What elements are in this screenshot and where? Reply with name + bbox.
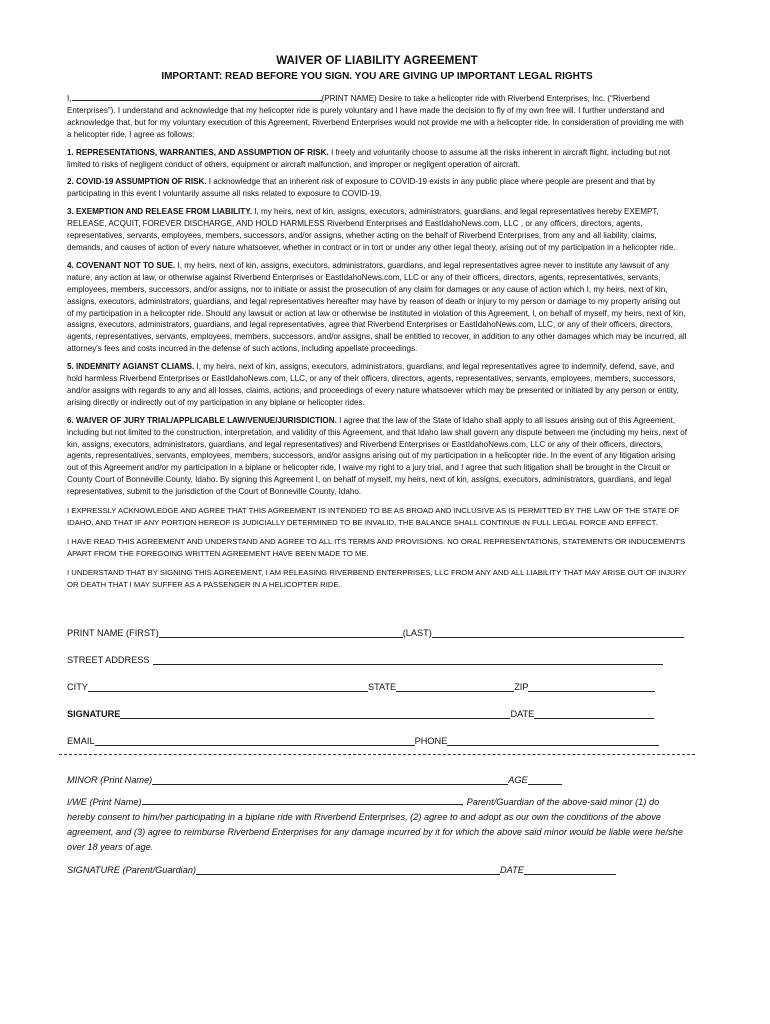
guardian-name-label: I/WE (Print Name) <box>67 796 142 807</box>
acknowledgement-1: I EXPRESSLY ACKNOWLEDGE AND AGREE THAT THIS AGREEMENT IS INTENDED TO BE AS BROAD AND INCLUSIVE AS IS PERMITTED BY THE LAW OF THE STATE OF IDAHO, AND THAT IF ANY PORTION HEREOF IS JUDICIALLY DETERMINED TO BE INVALID, THE BALANCE SHALL CONTINUE IN FULL LEGAL FORCE AND EFFECT. <box>67 506 680 527</box>
zip-field[interactable] <box>528 681 655 692</box>
participant-form <box>67 611 687 746</box>
signature-row <box>67 692 687 719</box>
section-heading: 1. REPRESENTATIONS, WARRANTIES, AND ASSUMPTION OF RISK. <box>67 147 329 157</box>
section-text: I, my heirs, next of kin, assigns, executors, administrators, guardians, and legal representatives hereby EXEMPT, RELEASE, ACQUIT, FOREVER DISCHARGE, AND HOLD HARMLESS Riverbend Enterprises and EastIdahoNews.com, LLC , or any officers, directors, agents, representatives, servants, employees, members, successors, and/or assigns, whether acting on the behalf of Riverbend Enterprises, from any and all liability, claims, demands, and causes of action of every nature whatsoever, whether in contract or in tort or under any other legal theory, arising out of my participation in a helicopter ride. <box>67 207 676 252</box>
minor-name-field[interactable] <box>152 775 508 785</box>
zip-label: ZIP <box>514 681 529 692</box>
state-field[interactable] <box>396 681 514 692</box>
section-text: I acknowledge that an inherent risk of exposure to COVID-19 exists in any public place where people are present and that by participating in this event I voluntarily assume all risks related to exposure to COVID-19. <box>67 177 656 199</box>
contact-row <box>67 719 687 746</box>
section-1 <box>67 147 687 171</box>
guardian-date-field[interactable] <box>524 865 616 875</box>
minor-age-label: AGE <box>508 774 528 785</box>
section-6 <box>67 415 687 498</box>
section-heading: 2. COVID-19 ASSUMPTION OF RISK. <box>67 177 207 187</box>
section-heading: 5. INDEMNITY AGIANST CLIAMS. <box>67 362 195 372</box>
minor-age-field[interactable] <box>528 775 562 785</box>
intro-lead: I, <box>67 94 72 103</box>
address-row <box>67 638 687 665</box>
section-text: I, my heirs, next of kin, assigns, executors, administrators, guardians, and legal representatives agree never to institute any lawsuit of any nature, any action at law, or otherwise against Riverbend Enterprises or EastIdahoNews.com, LLC or any of their officers, directors, agents, representatives, servants, employees, members, successors, and/or assigns, nor to initiate or assist the prosecution of any claim for damages or any cause of action which I, my heirs, next of kin, assigns, executors, administrators, guardians, and legal representatives hereafter may have by reason of death or injury to my person or damage to my property arising out of my participation in a helicopter ride. Should any lawsuit or action at law or otherwise be instituted in violation of this Agreement, I, on behalf of myself, my heirs, next of kin, assigns, executors, administrators, guardians, and legal representatives, agree that Riverbend Enterprises or EastIdahoNews.com, LLC, or any of their officers, directors, agents, representatives, servants, employees, members, successors, and/or assigns, shall be entitled to recover, in addition to any other damages which may be incurred, all attorney's fees and costs incurred in the defense of such actions, including appellate proceedings. <box>67 260 687 354</box>
last-name-label: (LAST) <box>402 627 432 638</box>
intro-paragraph <box>67 91 687 141</box>
guardian-consent-text: do hereby consent to him/her participating in a biplane ride with Riverbend Enterprises, (2) agree to and adopt as our own the conditions of the above agreement, and (3) agree to reimburse Riverbend Enterprises for any damage incurred by it for which the above said minor would be liable were he/she over 18 years of age. <box>67 796 683 852</box>
section-heading: 6. WAIVER OF JURY TRIAL/APPLICABLE LAW/VENUE/JURISDICTION. <box>67 415 337 425</box>
acknowledgement-3: I UNDERSTAND THAT BY SIGNING THIS AGREEMENT, I AM RELEASING RIVERBEND ENTERPRISES, LLC FROM ANY AND ALL LIABILITY THAT MAY ARISE OUT OF INJURY OR DEATH THAT I MAY SUFFER AS A PASSENGER IN A HELICOPTER RIDE. <box>67 567 686 589</box>
minor-row <box>67 775 687 785</box>
phone-label: PHONE <box>414 735 448 746</box>
city-field[interactable] <box>88 681 368 692</box>
acknowledgement-2: I HAVE READ THIS AGREEMENT AND UNDERSTAND AND AGREE TO ALL ITS TERMS AND PROVISIONS. NO ORAL REPRESENTATIONS, STATEMENTS OR INDUCEMENTS APART FROM THE FOREGOING WRITTEN AGREEMENT HAVE BEEN MADE TO ME. <box>67 536 686 558</box>
street-address-field[interactable] <box>153 654 663 665</box>
waiver-document <box>67 55 687 875</box>
street-address-label: STREET ADDRESS <box>67 654 150 665</box>
print-name-blank[interactable] <box>72 91 322 101</box>
section-text: I, my heirs, next of kin, assigns, executors, administrators, guardians, and legal representatives agree to indemnify, defend, save, and hold harmless Riverbend Enterprises or EastIdahoNews.com, LLC, or any of their officers, directors, agents, representatives, servants, employees, members, successors, and/or assigns with regards to any and all losses, claims, actions, and proceedings of every nature whatsoever which may be presented or initiated by any person or entity, arising directly or indirectly out of my participation in any biplane or helicopter rides. <box>67 362 679 407</box>
section-text: I agree that the law of the State of Idaho shall apply to all issues arising out of this Agreement, including but not limited to the construction, interpretation, and validity of this Agreement, and that Idaho law shall govern any dispute between me (including my heirs, next of kin, assigns, executors, administrators, guardians, and legal representatives) and Riverbend Enterprises or EastIdahoNews.com, LLC or any of their officers, directors, agents, representatives, servants, employees, members, successors, and/or assigns arising out of my participation in a helicopter ride. In the event of any litigation arising out of this Agreement and/or my participation in a biplane or helicopter ride, I waive my right to a jury trial, and I agree that such litigation shall be brought in the Circuit or County Court of Bonneville County, Idaho. By signing this Agreement I, on behalf of myself, my heirs, next of kin, assigns, executors, administrators, guardians, and legal representatives, submit to the jurisdiction of the Court of Bonneville County, Idaho. <box>67 415 687 497</box>
intro-text: (PRINT NAME) Desire to take a helicopter ride with Riverbend Enterprises, Inc. (“Riverbend Enterprises”). I understand and acknowledge that my helicopter ride is purely voluntary and I have made the decision to fly of my own free will. I further understand and acknowledge that, but for my voluntary execution of this Agreement, Riverbend Enterprises would not provide me with a helicopter ride. In consideration of providing me with a helicopter ride, I agree as follows: <box>67 94 684 139</box>
minor-name-label: MINOR (Print Name) <box>67 774 153 785</box>
email-field[interactable] <box>95 735 415 746</box>
guardian-date-label: DATE <box>500 864 524 875</box>
email-label: EMAIL <box>67 735 95 746</box>
date-label: DATE <box>510 708 535 719</box>
guardian-consent-lead: , Parent/Guardian of the above-said minor (1) <box>461 796 647 807</box>
section-4 <box>67 260 687 355</box>
document-title: WAIVER OF LIABILITY AGREEMENT <box>276 55 478 67</box>
signature-field[interactable] <box>120 708 510 719</box>
date-field[interactable] <box>534 708 654 719</box>
guardian-signature-field[interactable] <box>196 865 500 875</box>
section-5 <box>67 361 687 409</box>
section-text: I freely and voluntarily choose to assume all the risks inherent in aircraft flight, including but not limited to risks of negligent conduct of others, equipment or aircraft malfunction, and improper or negligent operation of aircraft. <box>67 147 671 169</box>
document-subtitle: IMPORTANT: READ BEFORE YOU SIGN. YOU ARE GIVING UP IMPORTANT LEGAL RIGHTS <box>161 71 593 82</box>
guardian-consent-paragraph <box>67 795 687 855</box>
section-2 <box>67 176 687 200</box>
phone-field[interactable] <box>447 735 659 746</box>
guardian-name-field[interactable] <box>142 795 462 805</box>
section-heading: 4. COVENANT NOT TO SUE. <box>67 260 176 270</box>
signature-label: SIGNATURE <box>67 708 121 719</box>
guardian-signature-label: SIGNATURE (Parent/Guardian) <box>67 864 197 875</box>
section-heading: 3. EXEMPTION AND RELEASE FROM LIABILITY. <box>67 207 252 217</box>
first-name-label: PRINT NAME (FIRST) <box>67 627 159 638</box>
cut-line-divider <box>59 754 695 755</box>
guardian-signature-row <box>67 865 687 875</box>
city-row <box>67 665 687 692</box>
state-label: STATE <box>367 681 397 692</box>
last-name-field[interactable] <box>432 627 684 638</box>
section-3 <box>67 206 687 254</box>
name-row <box>67 611 687 638</box>
first-name-field[interactable] <box>159 627 403 638</box>
city-label: CITY <box>67 681 88 692</box>
